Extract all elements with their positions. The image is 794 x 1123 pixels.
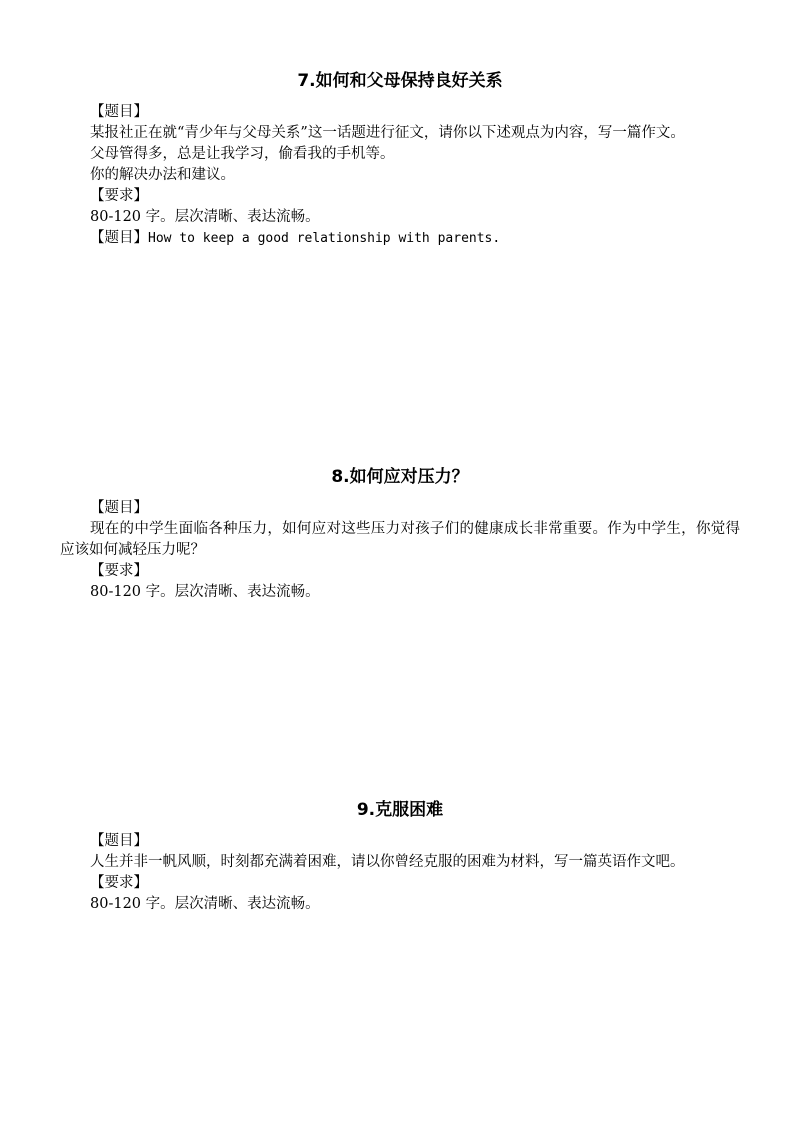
essay-prompt: 现在的中学生面临各种压力，如何应对这些压力对孩子们的健康成长非常重要。作为中学生，你觉得应该如何减轻压力呢？ — [60, 521, 740, 558]
essay-section-7 — [60, 70, 740, 249]
requirements-label: 【要求】 — [90, 188, 148, 204]
requirements-label: 【要求】 — [90, 875, 148, 891]
topic-label: 【题目】 — [90, 230, 148, 246]
topic-label: 【题目】 — [90, 833, 148, 849]
viewpoint-item: 你的解决办法和建议。 — [90, 167, 235, 183]
essay-prompt: 某报社正在就“青少年与父母关系”这一话题进行征文，请你以下述观点为内容，写一篇作文。 — [90, 125, 685, 141]
requirements-label: 【要求】 — [90, 563, 148, 579]
essay-section-8 — [60, 466, 740, 603]
requirements-text: 80-120 字。层次清晰、表达流畅。 — [90, 896, 320, 912]
topic-label: 【题目】 — [90, 500, 148, 516]
essay-section-9 — [60, 799, 740, 915]
requirements-text: 80-120 字。层次清晰、表达流畅。 — [90, 584, 320, 600]
section-title: 7.如何和父母保持良好关系 — [297, 71, 503, 91]
english-topic: How to keep a good relationship with parents. — [148, 231, 501, 246]
section-title: 9.克服困难 — [356, 800, 444, 820]
english-topic-line — [60, 228, 740, 249]
section-title: 8.如何应对压力？ — [331, 467, 469, 487]
essay-prompt: 人生并非一帆风顺，时刻都充满着困难，请以你曾经克服的困难为材料，写一篇英语作文吧。 — [90, 854, 685, 870]
requirements-text: 80-120 字。层次清晰、表达流畅。 — [90, 209, 320, 225]
viewpoint-item: 父母管得多，总是让我学习，偷看我的手机等。 — [90, 146, 395, 162]
topic-label: 【题目】 — [90, 104, 148, 120]
